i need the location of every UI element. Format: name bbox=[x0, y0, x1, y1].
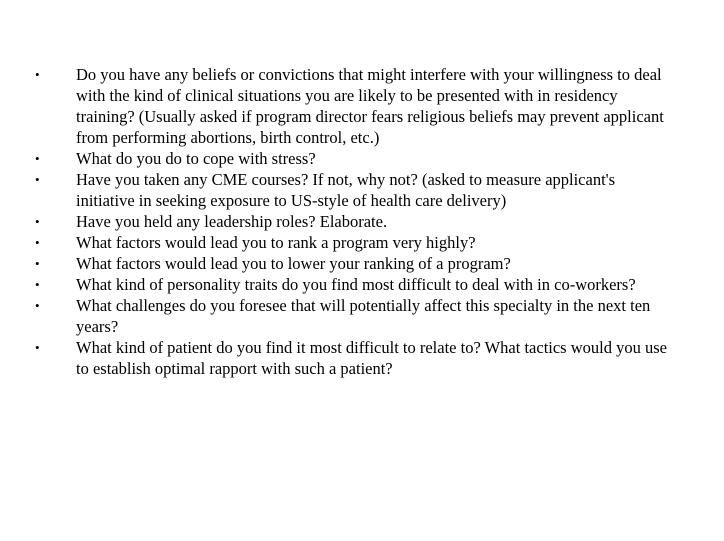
list-item bbox=[34, 211, 674, 232]
list-item bbox=[34, 232, 674, 253]
bullet-icon: • bbox=[35, 151, 40, 166]
bullet-icon: • bbox=[35, 67, 40, 82]
question-list bbox=[34, 64, 674, 379]
bullet-icon: • bbox=[35, 298, 40, 313]
list-item-text: What kind of personality traits do you find most difficult to deal with in co-workers? bbox=[76, 275, 636, 294]
bullet-icon: • bbox=[35, 172, 40, 187]
list-item bbox=[34, 274, 674, 295]
bullet-icon: • bbox=[35, 256, 40, 271]
list-item bbox=[34, 337, 674, 379]
bullet-icon: • bbox=[35, 214, 40, 229]
list-item-text: What kind of patient do you find it most difficult to relate to? What tactics would you use to establish optimal rapport with such a patient? bbox=[76, 338, 667, 378]
list-item bbox=[34, 295, 674, 337]
list-item-text: Do you have any beliefs or convictions that might interfere with your willingness to deal with the kind of clinical situations you are likely to be presented with in residency training? (Usually asked if program director fears religious beliefs may prevent applicant from performing abortions, birth control, etc.) bbox=[76, 65, 664, 147]
list-item bbox=[34, 148, 674, 169]
bullet-icon: • bbox=[35, 235, 40, 250]
list-item-text: Have you taken any CME courses? If not, why not? (asked to measure applicant's initiative in seeking exposure to US-style of health care delivery) bbox=[76, 170, 616, 210]
list-item bbox=[34, 169, 674, 211]
bullet-icon: • bbox=[35, 277, 40, 292]
bullet-icon: • bbox=[35, 340, 40, 355]
list-item-text: What factors would lead you to rank a program very highly? bbox=[76, 233, 476, 252]
list-item bbox=[34, 253, 674, 274]
list-item bbox=[34, 64, 674, 148]
list-item-text: What do you do to cope with stress? bbox=[76, 149, 316, 168]
list-item-text: What factors would lead you to lower your ranking of a program? bbox=[76, 254, 511, 273]
list-item-text: What challenges do you foresee that will potentially affect this specialty in the next ten years? bbox=[76, 296, 651, 336]
list-item-text: Have you held any leadership roles? Elaborate. bbox=[76, 212, 388, 231]
